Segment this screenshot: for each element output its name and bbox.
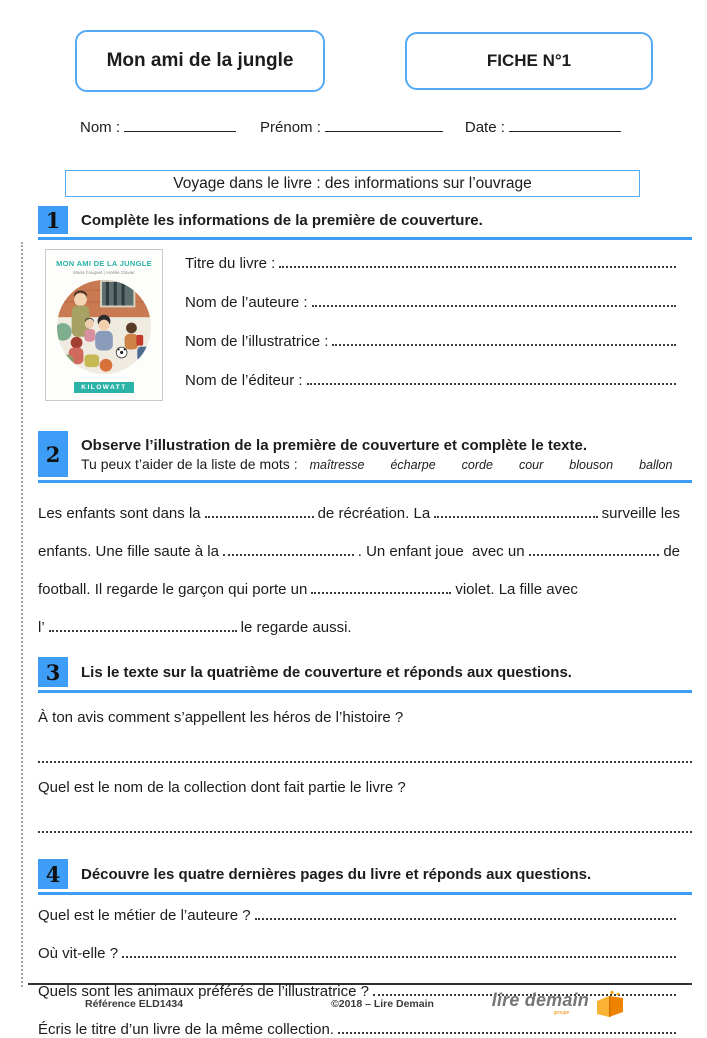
section1-number-badge: 1 xyxy=(38,206,68,234)
footer xyxy=(28,983,692,1018)
question-row xyxy=(38,907,680,924)
prenom-label: Prénom : xyxy=(260,119,321,136)
paragraph-line xyxy=(38,543,680,560)
paragraph-line xyxy=(38,581,680,598)
answer-line xyxy=(38,761,692,763)
book-title-box xyxy=(75,30,325,92)
word-bank-item: corde xyxy=(461,457,493,472)
question-row xyxy=(38,945,680,962)
section1-heading: Complète les informations de la première de couverture. xyxy=(81,211,483,229)
cover-illustration xyxy=(55,278,153,376)
cover-title: MON AMI DE LA JUNGLE xyxy=(56,259,152,268)
field-label-title: Titre du livre : xyxy=(185,255,276,272)
answer-blank xyxy=(279,266,676,268)
answer-blank xyxy=(312,305,676,307)
answer-blank xyxy=(205,516,314,518)
publisher-logo: KILOWATT xyxy=(74,382,133,393)
field-row xyxy=(185,255,680,272)
section1-header xyxy=(38,206,692,234)
question-text: À ton avis comment s’appellent les héros de l’histoire ? xyxy=(38,709,404,726)
section4-rule xyxy=(38,892,692,895)
section1-fields xyxy=(185,255,680,411)
left-cut-line xyxy=(21,242,23,987)
worksheet-theme-banner xyxy=(65,170,640,197)
word-bank-item: ballon xyxy=(639,457,673,472)
paragraph-text: de xyxy=(663,543,681,560)
nom-blank-line xyxy=(124,131,236,132)
section1-rule xyxy=(38,237,692,240)
word-bank-hint: Tu peux t’aider de la liste de mots : xyxy=(81,455,298,472)
question-row xyxy=(38,1021,680,1038)
paragraph-text: Les enfants sont dans la xyxy=(38,505,201,522)
paragraph-line xyxy=(38,619,680,636)
reference-code: Référence ELD1434 xyxy=(85,998,184,1010)
answer-blank xyxy=(255,918,676,920)
answer-blank xyxy=(338,1032,676,1034)
section3-header xyxy=(38,657,692,687)
answer-blank xyxy=(332,344,676,346)
open-book-icon xyxy=(593,990,627,1018)
answer-line xyxy=(38,831,692,833)
lire-demain-logo-text: lire demain xyxy=(491,990,589,1010)
paragraph-text: le regarde aussi. xyxy=(240,619,352,636)
paragraph-text: l’ xyxy=(38,619,45,636)
publisher-footer-logo xyxy=(492,990,627,1018)
word-bank-item: cour xyxy=(518,457,544,472)
date-blank-line xyxy=(509,131,621,132)
section4-heading: Découvre les quatre dernières pages du livre et réponds aux questions. xyxy=(81,865,592,883)
paragraph-text: de récréation. La xyxy=(317,505,431,522)
cover-authors: Maria Fouquet | Amélie Clavier xyxy=(73,270,135,275)
word-bank-item: maîtresse xyxy=(309,457,365,472)
paragraph-text: . Un enfant joue avec un xyxy=(357,543,525,560)
answer-blank xyxy=(49,630,237,632)
section2-heading-block xyxy=(81,437,672,472)
banner-text: Voyage dans le livre : des informations sur l’ouvrage xyxy=(173,174,532,192)
fill-paragraph xyxy=(38,505,680,636)
fiche-number: FICHE N°1 xyxy=(486,51,572,70)
answer-blank xyxy=(311,592,451,594)
section4-header xyxy=(38,859,692,889)
answer-blank xyxy=(307,383,676,385)
paragraph-text: violet. La fille avec xyxy=(455,581,578,598)
answer-blank xyxy=(529,554,660,556)
header xyxy=(75,30,692,92)
field-label-publisher: Nom de l’éditeur : xyxy=(185,372,303,389)
paragraph-text: surveille les xyxy=(601,505,680,522)
date-label: Date : xyxy=(464,119,505,136)
section4-questions xyxy=(38,907,680,1038)
word-bank-item: écharpe xyxy=(390,457,436,472)
prenom-blank-line xyxy=(325,131,443,132)
field-label-illustrator: Nom de l’illustratrice : xyxy=(185,333,329,350)
question-text: Quel est le métier de l’auteure ? xyxy=(38,907,251,924)
field-row xyxy=(185,372,680,389)
fiche-number-box xyxy=(405,32,653,90)
paragraph-text: enfants. Une fille saute à la xyxy=(38,543,219,560)
section2-number-badge: 2 xyxy=(38,431,68,477)
field-row xyxy=(185,294,680,311)
section4-number-badge: 4 xyxy=(38,859,68,889)
identity-row xyxy=(80,119,692,136)
word-bank-item: blouson xyxy=(569,457,614,472)
question-text: Où vit-elle ? xyxy=(38,945,119,962)
footer-row xyxy=(28,990,692,1018)
question-text: Quels sont les animaux préférés de l’illustratrice ? xyxy=(38,983,369,1000)
field-label-author: Nom de l’auteure : xyxy=(185,294,308,311)
question-text: Écris le titre d’un livre de la même collection. xyxy=(38,1021,334,1038)
section2-heading: Observe l’illustration de la première de couverture et complète le texte. xyxy=(81,436,588,454)
copyright-text: ©2018 – Lire Demain xyxy=(331,998,434,1010)
answer-blank xyxy=(223,554,354,556)
book-title: Mon ami de la jungle xyxy=(106,50,294,71)
book-cover-thumbnail xyxy=(45,249,163,401)
section3-rule xyxy=(38,690,692,693)
footer-divider xyxy=(28,983,692,985)
section3-number-badge: 3 xyxy=(38,657,68,687)
section2-header xyxy=(38,431,692,477)
section2-rule xyxy=(38,480,692,483)
paragraph-text: football. Il regarde le garçon qui porte un xyxy=(38,581,308,598)
worksheet-page xyxy=(0,30,707,1038)
answer-blank xyxy=(122,956,676,958)
logo-tagline: groupe xyxy=(553,1010,570,1016)
nom-label: Nom : xyxy=(80,119,121,136)
paragraph-line xyxy=(38,505,680,522)
answer-blank xyxy=(434,516,597,518)
word-bank-row xyxy=(81,456,672,472)
section3-heading: Lis le texte sur la quatrième de couverture et réponds aux questions. xyxy=(81,663,572,681)
field-row xyxy=(185,333,680,350)
question-text: Quel est le nom de la collection dont fait partie le livre ? xyxy=(38,779,406,796)
section1-body xyxy=(38,249,692,411)
